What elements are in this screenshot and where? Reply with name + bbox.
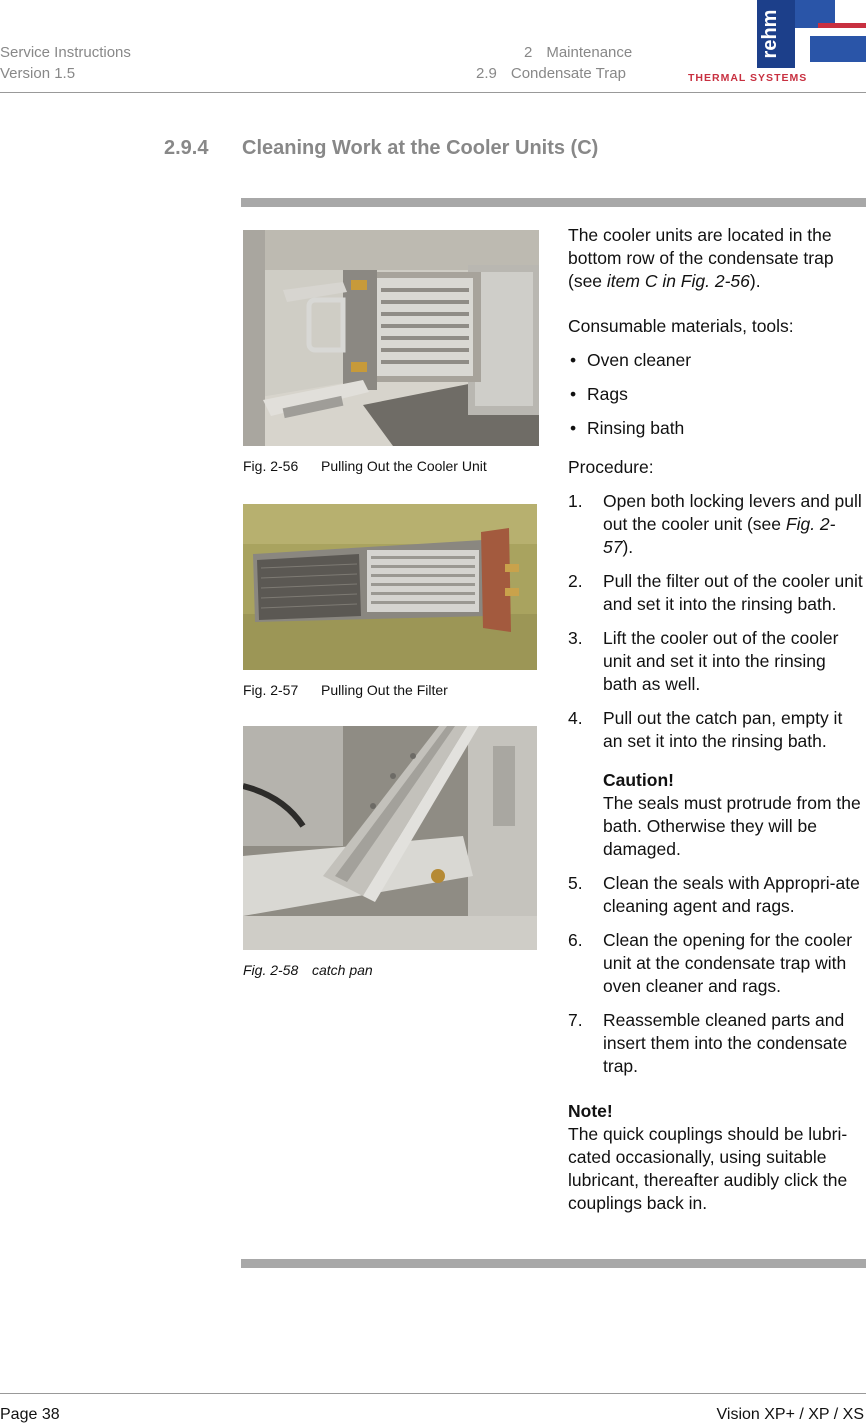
caution-text: The seals must protrude from the bath. Otherwise they will be damaged. [603,793,861,859]
step-text: Reassemble cleaned parts and insert them into the condensate trap. [603,1010,848,1076]
photo-filter [243,504,537,670]
step-text: Pull out the catch pan, empty it an set it into the rinsing bath. [603,708,843,751]
caption-fig-2-57 [243,682,448,698]
intro-figure-reference[interactable]: item C in Fig. 2-56 [606,271,750,291]
section-heading: Cleaning Work at the Cooler Units (C) [242,137,599,159]
header-section [476,64,626,84]
procedure-step-4 [568,707,864,753]
section-number: 2.9.4 [164,137,209,159]
photo-cooler-unit [243,230,539,446]
note-text: The quick couplings should be lubri-cated occasionally, using suitable lubricant, thereafter audibly click the couplings back in. [568,1124,848,1213]
logo-wordmark: rehm [759,9,781,59]
header-chapter-name: Maintenance [546,44,633,61]
procedure-heading: Procedure: [568,457,654,477]
intro-paragraph [568,224,864,293]
materials-heading: Consumable materials, tools: [568,316,794,336]
caution-label: Caution! [603,770,674,790]
material-item [568,417,864,440]
material-label: Rinsing bath [587,418,685,438]
step-number: 5. [568,873,583,893]
bullet-mark: • [570,350,577,370]
caution-block [568,769,864,861]
step-number: 7. [568,1010,583,1030]
step-number: 4. [568,708,583,728]
header-version: Version 1.5 [0,65,76,82]
caption-number: Fig. 2-56 [243,458,299,474]
logo-tagline: THERMAL SYSTEMS [688,72,808,84]
photo-catch-pan [243,726,537,950]
footer-product: Vision XP+ / XP / XS [716,1406,864,1423]
material-item [568,349,864,372]
step-text: Lift the cooler out of the cooler unit and set it into the rinsing bath as well. [603,628,839,694]
procedure-step-6 [568,929,864,998]
cooler-unit-image [243,230,539,446]
material-item [568,383,864,406]
caption-text: catch pan [312,962,373,978]
filter-image [243,504,537,670]
step-number: 2. [568,571,583,591]
caption-fig-2-58 [243,962,373,978]
intro-text-end: ). [749,271,761,291]
step-text-end: ). [622,537,634,557]
caption-number: Fig. 2-58 [243,962,299,978]
caption-fig-2-56 [243,458,487,474]
step-figure-reference[interactable]: Fig. 2-57 [603,514,836,557]
step-number: 3. [568,628,583,648]
catch-pan-image [243,726,537,950]
step-number: 6. [568,930,583,950]
procedure-step-5 [568,872,864,918]
material-label: Oven cleaner [587,350,692,370]
section-title [164,137,598,160]
note-block [568,1100,864,1215]
procedure-step-3 [568,627,864,696]
intro-text: The cooler units are located in the bottom row of the condensate trap (see [568,225,834,291]
footer-page-number: Page 38 [0,1406,60,1423]
header-doc-title: Service Instructions [0,44,131,61]
procedure-step-1 [568,490,864,559]
caption-text: Pulling Out the Filter [321,682,448,698]
note-label: Note! [568,1101,613,1121]
header-section-name: Condensate Trap [510,65,626,82]
header-chapter [524,43,632,63]
top-divider-bar [241,198,866,207]
bullet-mark: • [570,384,577,404]
procedure-step-2 [568,570,864,616]
step-number: 1. [568,491,583,511]
step-text: Clean the opening for the cooler unit at the condensate trap with oven cleaner and rags. [603,930,853,996]
bullet-mark: • [570,418,577,438]
bottom-divider-bar [241,1259,866,1268]
header-rule [0,92,866,93]
footer-rule [0,1393,866,1394]
step-text: Open both locking levers and pull out the cooler unit (see [603,491,862,534]
procedure-step-7 [568,1009,864,1078]
material-label: Rags [587,384,628,404]
body-text-column [568,224,864,1215]
caption-number: Fig. 2-57 [243,682,299,698]
rehm-logo [686,0,866,86]
step-text: Pull the filter out of the cooler unit and set it into the rinsing bath. [603,571,863,614]
header-chapter-number: 2 [524,44,533,61]
caption-text: Pulling Out the Cooler Unit [321,458,487,474]
header-section-number: 2.9 [476,65,497,82]
step-text: Clean the seals with Appropri-ate cleaning agent and rags. [603,873,860,916]
